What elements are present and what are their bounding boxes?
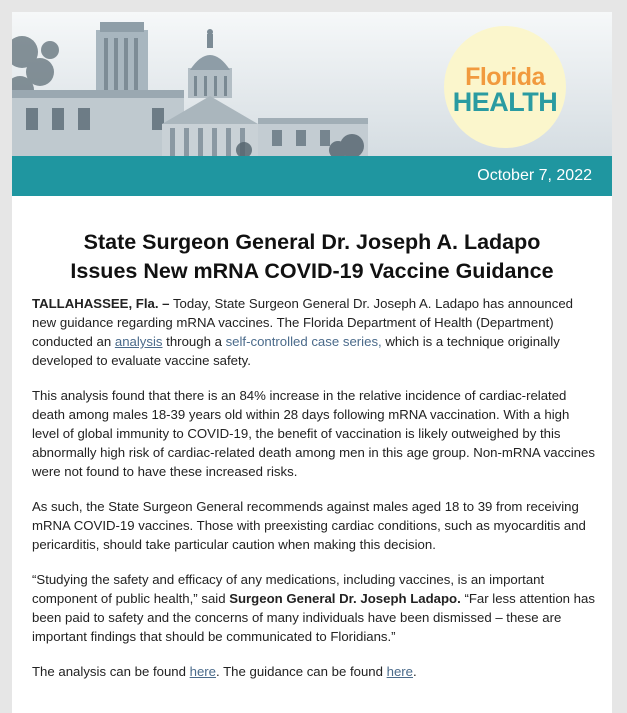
paragraph-5-text-b: . The guidance can be found xyxy=(216,664,387,679)
quote-text-a: “Studying the safety and efficacy of any medications, including vaccines, is an important component of public health,” said xyxy=(32,572,545,606)
logo-health-text: HEALTH xyxy=(452,87,558,117)
paragraph-4 xyxy=(32,570,597,646)
paragraph-1-text-a: Today, State Surgeon General Dr. Joseph A. Ladapo has announced new guidance regarding mRNA vaccines. The Florida Department of Health (Department) conducted an xyxy=(32,296,573,349)
headline-line-2: Issues New mRNA COVID-19 Vaccine Guidance xyxy=(70,259,554,283)
capitol-banner xyxy=(12,12,612,156)
email-card xyxy=(12,12,612,713)
case-series-link[interactable]: self-controlled case series, xyxy=(225,334,382,349)
paragraph-1-text-b: through a xyxy=(162,334,226,349)
paragraph-2: This analysis found that there is an 84% increase in the relative incidence of cardiac-related death among males 18-39 years old within 28 days following mRNA vaccination. With a high level of global immunity to COVID-19, the benefit of vaccination is likely outweighed by this abnormally high risk of cardiac-related death among men in this age group. Non-mRNA vaccines were not found to have these increased risks. xyxy=(32,388,595,479)
paragraph-1 xyxy=(32,294,597,370)
guidance-here-link[interactable]: here xyxy=(386,664,414,679)
release-date: October 7, 2022 xyxy=(477,167,592,184)
headline-line-1: State Surgeon General Dr. Joseph A. Ladapo xyxy=(83,230,541,254)
logo-florida-text: Florida xyxy=(465,63,545,91)
paragraph-5-text-c: . xyxy=(413,664,417,679)
quote-text-b: “Far less attention has been paid to safety and the concerns of many individuals have been dismissed – these are important findings that should be communicated to Floridians.” xyxy=(32,591,595,644)
date-bar xyxy=(12,156,612,196)
paragraph-5 xyxy=(32,662,597,681)
headline xyxy=(22,228,602,286)
dateline: TALLAHASSEE, Fla. – xyxy=(32,296,170,311)
quote-attribution: Surgeon General Dr. Joseph Ladapo. xyxy=(229,591,461,606)
paragraph-3: As such, the State Surgeon General recommends against males aged 18 to 39 from receiving mRNA COVID-19 vaccines. Those with preexisting cardiac conditions, such as myocarditis and pericarditis, should take particular caution when making this decision. xyxy=(32,499,586,552)
article-body xyxy=(32,294,597,697)
paragraph-1-text-c: which is a technique originally developed to evaluate vaccine safety. xyxy=(32,334,560,368)
florida-health-logo xyxy=(444,26,566,148)
analysis-link[interactable]: analysis xyxy=(114,334,163,349)
analysis-here-link[interactable]: here xyxy=(189,664,217,679)
paragraph-5-text-a: The analysis can be found xyxy=(32,664,190,679)
